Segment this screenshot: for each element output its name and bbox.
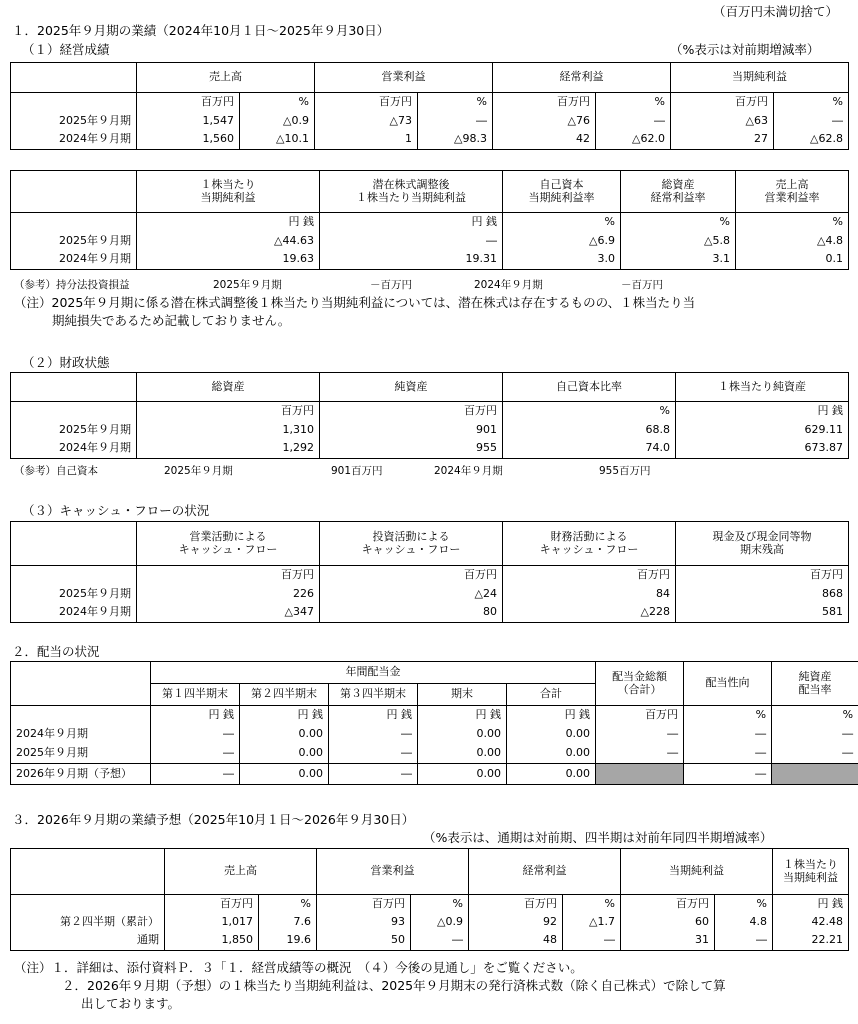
unit-cell: % — [621, 213, 736, 233]
col-header-net-income: 当期純利益 — [621, 849, 773, 895]
cell-value: 50 — [317, 932, 411, 951]
table-row — [11, 764, 858, 785]
section-3-title: ３．2026年９月期の業績予想（2025年10月１日～2026年９月30日） — [12, 812, 415, 827]
forecast-percent-note: （%表示は、通期は対前期、四半期は対前年同四半期増減率） — [423, 830, 773, 845]
col-header-ordinary-income: 経常利益 — [493, 63, 671, 93]
unit-cell: % — [563, 895, 621, 914]
cell-value: ― — [329, 764, 418, 785]
cell-value: △347 — [137, 604, 320, 623]
cell-value: △62.8 — [774, 131, 849, 150]
col-header-total: 合計 — [507, 684, 596, 706]
operating-results-table — [10, 62, 849, 150]
col-header-eps: １株当たり 当期純利益 — [773, 849, 849, 895]
cell-value: ― — [596, 744, 684, 764]
diluted-eps-note-line1: （注）2025年９月期に係る潜在株式調整後１株当たり当期純利益については、潜在株式は存在するものの、１株当たり当 — [14, 295, 696, 310]
unit-cell: 百万円 — [137, 93, 240, 113]
unit-cell: 百万円 — [671, 93, 774, 113]
cell-value: 0.00 — [418, 764, 507, 785]
table-row — [11, 914, 849, 932]
per-share-metrics-table — [10, 170, 849, 270]
unit-cell: 円 銭 — [418, 706, 507, 726]
ref-period: 2024年９月期 — [434, 465, 503, 477]
cell-value: △4.8 — [736, 233, 849, 251]
cell-value: 80 — [320, 604, 503, 623]
cell-value: 673.87 — [676, 440, 849, 459]
cell-value: ― — [684, 726, 772, 744]
cell-value: 68.8 — [503, 422, 676, 440]
cell-value: ― — [411, 932, 469, 951]
col-header-payout-ratio: 配当性向 — [684, 662, 772, 706]
cell-value: ― — [563, 932, 621, 951]
row-label: 2025年９月期 — [11, 586, 137, 604]
row-label: 2024年９月期 — [11, 604, 137, 623]
financial-position-table — [10, 372, 849, 459]
row-label: 2025年９月期 — [11, 113, 137, 131]
col-header-total-dividends: 配当金総額 （合計） — [596, 662, 684, 706]
cell-value: △1.7 — [563, 914, 621, 932]
cell-value: 42.48 — [773, 914, 849, 932]
cell-value: ― — [329, 744, 418, 764]
cell-value: ― — [151, 744, 240, 764]
col-header-financing-cf: 財務活動による キャッシュ・フロー — [503, 522, 676, 566]
cell-value: 868 — [676, 586, 849, 604]
cell-value: △62.0 — [596, 131, 671, 150]
table-corner — [11, 63, 137, 93]
col-header-sales: 売上高 — [137, 63, 315, 93]
unit-cell: 百万円 — [320, 402, 503, 422]
row-label: 第２四半期（累計） — [11, 914, 165, 932]
cell-value: 19.63 — [137, 251, 320, 270]
cell-value: 0.00 — [507, 744, 596, 764]
unit-cell: % — [240, 93, 315, 113]
unit-cell: 円 銭 — [773, 895, 849, 914]
cell-value: 4.8 — [715, 914, 773, 932]
col-header-cash-ending: 現金及び現金同等物 期末残高 — [676, 522, 849, 566]
cell-value: △44.63 — [137, 233, 320, 251]
unit-cell: 円 銭 — [329, 706, 418, 726]
ref-value: 955百万円 — [599, 465, 651, 477]
unit-cell: 百万円 — [596, 706, 684, 726]
col-header-roe: 自己資本 当期純利益率 — [503, 171, 621, 213]
col-header-doe: 純資産 配当率 — [772, 662, 858, 706]
ref-value: 901百万円 — [331, 465, 383, 477]
unit-cell: % — [715, 895, 773, 914]
percent-change-note: （%表示は対前期増減率） — [670, 42, 820, 57]
unit-cell: 百万円 — [493, 93, 596, 113]
col-header-equity-ratio: 自己資本比率 — [503, 373, 676, 402]
cell-value: 60 — [621, 914, 715, 932]
cell-value: 226 — [137, 586, 320, 604]
col-header-net-assets: 純資産 — [320, 373, 503, 402]
operating-results-heading: （１）経営成績 — [22, 42, 110, 57]
ref-value: －百万円 — [621, 279, 663, 291]
cell-value: 0.00 — [418, 726, 507, 744]
cell-value: △63 — [671, 113, 774, 131]
cell-value: △5.8 — [621, 233, 736, 251]
unit-cell: 百万円 — [621, 895, 715, 914]
col-header-bps: １株当たり純資産 — [676, 373, 849, 402]
forecast-note-2-line2: 出しております。 — [81, 996, 181, 1011]
row-label: 2026年９月期（予想） — [11, 764, 151, 785]
col-header-operating-income: 営業利益 — [317, 849, 469, 895]
unit-cell: % — [411, 895, 469, 914]
cell-value: △76 — [493, 113, 596, 131]
table-row — [11, 113, 849, 131]
table-row — [11, 744, 858, 764]
row-label: 2024年９月期 — [11, 440, 137, 459]
cell-value: ― — [772, 744, 858, 764]
cell-value: 0.1 — [736, 251, 849, 270]
unit-cell: 円 銭 — [507, 706, 596, 726]
ref-value: －百万円 — [370, 279, 412, 291]
col-header-total-assets: 総資産 — [137, 373, 320, 402]
table-row — [11, 586, 849, 604]
cell-value: ― — [418, 113, 493, 131]
col-header-q1: 第１四半期末 — [151, 684, 240, 706]
col-header-ordinary-income: 経常利益 — [469, 849, 621, 895]
table-row — [11, 131, 849, 150]
dividends-table — [10, 661, 858, 785]
cell-value: 581 — [676, 604, 849, 623]
table-row — [11, 251, 849, 270]
diluted-eps-note-line2: 期純損失であるため記載しておりません。 — [52, 313, 291, 328]
cell-value: 31 — [621, 932, 715, 951]
cell-value: 629.11 — [676, 422, 849, 440]
cell-value: 22.21 — [773, 932, 849, 951]
unit-cell: 円 銭 — [151, 706, 240, 726]
shaded-cell — [772, 764, 858, 785]
unit-cell: 百万円 — [165, 895, 259, 914]
unit-cell: % — [596, 93, 671, 113]
section-1-title: １．2025年９月期の業績（2024年10月１日～2025年９月30日） — [12, 23, 390, 38]
row-label: 2024年９月期 — [11, 726, 151, 744]
col-header-investing-cf: 投資活動による キャッシュ・フロー — [320, 522, 503, 566]
col-header-roa: 総資産 経常利益率 — [621, 171, 736, 213]
unit-cell: 円 銭 — [320, 213, 503, 233]
cell-value: 0.00 — [507, 764, 596, 785]
equity-ref-label: （参考）自己資本 — [14, 465, 98, 477]
cell-value: 48 — [469, 932, 563, 951]
cell-value: 84 — [503, 586, 676, 604]
col-header-diluted-eps: 潜在株式調整後 １株当たり当期純利益 — [320, 171, 503, 213]
cell-value: 19.31 — [320, 251, 503, 270]
cell-value: 3.0 — [503, 251, 621, 270]
cell-value: 1,310 — [137, 422, 320, 440]
unit-cell: 百万円 — [315, 93, 418, 113]
unit-cell: 百万円 — [503, 566, 676, 586]
ref-period: 2025年９月期 — [164, 465, 233, 477]
cell-value: ― — [151, 726, 240, 744]
equity-method-ref-label: （参考）持分法投資損益 — [14, 279, 130, 291]
cell-value: 74.0 — [503, 440, 676, 459]
cash-flow-table — [10, 521, 849, 623]
row-label: 2025年９月期 — [11, 744, 151, 764]
unit-cell: % — [503, 402, 676, 422]
cell-value: △24 — [320, 586, 503, 604]
col-header-q2: 第２四半期末 — [240, 684, 329, 706]
cell-value: 1,850 — [165, 932, 259, 951]
col-header-operating-cf: 営業活動による キャッシュ・フロー — [137, 522, 320, 566]
cell-value: 0.00 — [240, 726, 329, 744]
cell-value: 42 — [493, 131, 596, 150]
unit-cell: 百万円 — [137, 402, 320, 422]
cell-value: △73 — [315, 113, 418, 131]
cell-value: 0.00 — [240, 764, 329, 785]
cash-flow-heading: （３）キャッシュ・フローの状況 — [22, 503, 210, 518]
cell-value: 1 — [315, 131, 418, 150]
table-row — [11, 726, 858, 744]
cell-value: ― — [596, 726, 684, 744]
col-header-q3: 第３四半期末 — [329, 684, 418, 706]
table-row — [11, 440, 849, 459]
cell-value: 3.1 — [621, 251, 736, 270]
section-2-title: ２．配当の状況 — [12, 644, 100, 659]
table-row — [11, 932, 849, 951]
row-label: 2025年９月期 — [11, 233, 137, 251]
col-header-operating-income: 営業利益 — [315, 63, 493, 93]
unit-cell: % — [772, 706, 858, 726]
unit-cell: 百万円 — [320, 566, 503, 586]
cell-value: △0.9 — [240, 113, 315, 131]
unit-cell: % — [774, 93, 849, 113]
shaded-cell — [596, 764, 684, 785]
cell-value: ― — [684, 744, 772, 764]
unit-cell: % — [503, 213, 621, 233]
cell-value: △0.9 — [411, 914, 469, 932]
row-label: 2025年９月期 — [11, 422, 137, 440]
unit-cell: 円 銭 — [676, 402, 849, 422]
unit-cell: % — [684, 706, 772, 726]
forecast-table — [10, 848, 849, 951]
cell-value: 0.00 — [507, 726, 596, 744]
table-row — [11, 604, 849, 623]
forecast-note-2-line1: ２．2026年９月期（予想）の１株当たり当期純利益は、2025年９月期末の発行済株式数（除く自己株式）で除して算 — [62, 978, 726, 993]
col-header-operating-margin: 売上高 営業利益率 — [736, 171, 849, 213]
ref-period: 2025年９月期 — [213, 279, 282, 291]
row-label: 通期 — [11, 932, 165, 951]
cell-value: △6.9 — [503, 233, 621, 251]
row-label: 2024年９月期 — [11, 131, 137, 150]
cell-value: 1,560 — [137, 131, 240, 150]
cell-value: ― — [774, 113, 849, 131]
cell-value: △228 — [503, 604, 676, 623]
cell-value: △98.3 — [418, 131, 493, 150]
cell-value: 1,292 — [137, 440, 320, 459]
unit-cell: 百万円 — [317, 895, 411, 914]
unit-cell: % — [418, 93, 493, 113]
cell-value: 27 — [671, 131, 774, 150]
cell-value: ― — [684, 764, 772, 785]
cell-value: ― — [596, 113, 671, 131]
col-header-year-end: 期末 — [418, 684, 507, 706]
cell-value: 1,017 — [165, 914, 259, 932]
cell-value: ― — [329, 726, 418, 744]
cell-value: 901 — [320, 422, 503, 440]
cell-value: 7.6 — [259, 914, 317, 932]
unit-cell: 円 銭 — [137, 213, 320, 233]
unit-cell: 円 銭 — [240, 706, 329, 726]
cell-value: ― — [320, 233, 503, 251]
col-header-net-income: 当期純利益 — [671, 63, 849, 93]
cell-value: ― — [715, 932, 773, 951]
unit-cell: 百万円 — [469, 895, 563, 914]
table-row — [11, 233, 849, 251]
unit-cell: % — [259, 895, 317, 914]
ref-period: 2024年９月期 — [474, 279, 543, 291]
cell-value: 0.00 — [240, 744, 329, 764]
cell-value: 1,547 — [137, 113, 240, 131]
unit-cell: % — [736, 213, 849, 233]
cell-value: △10.1 — [240, 131, 315, 150]
unit-note: （百万円未満切捨て） — [713, 4, 839, 19]
row-label: 2024年９月期 — [11, 251, 137, 270]
table-row — [11, 422, 849, 440]
cell-value: 93 — [317, 914, 411, 932]
cell-value: 0.00 — [418, 744, 507, 764]
financial-position-heading: （２）財政状態 — [22, 355, 110, 370]
cell-value: ― — [772, 726, 858, 744]
cell-value: ― — [151, 764, 240, 785]
col-header-sales: 売上高 — [165, 849, 317, 895]
col-header-eps: １株当たり 当期純利益 — [137, 171, 320, 213]
col-header-annual-dividends: 年間配当金 — [151, 662, 596, 684]
cell-value: 19.6 — [259, 932, 317, 951]
unit-cell: 百万円 — [137, 566, 320, 586]
forecast-note-1: （注）１．詳細は、添付資料Ｐ．３「１．経営成績等の概況 （４）今後の見通し」をご覧ください。 — [14, 960, 583, 975]
unit-cell: 百万円 — [676, 566, 849, 586]
cell-value: 955 — [320, 440, 503, 459]
cell-value: 92 — [469, 914, 563, 932]
